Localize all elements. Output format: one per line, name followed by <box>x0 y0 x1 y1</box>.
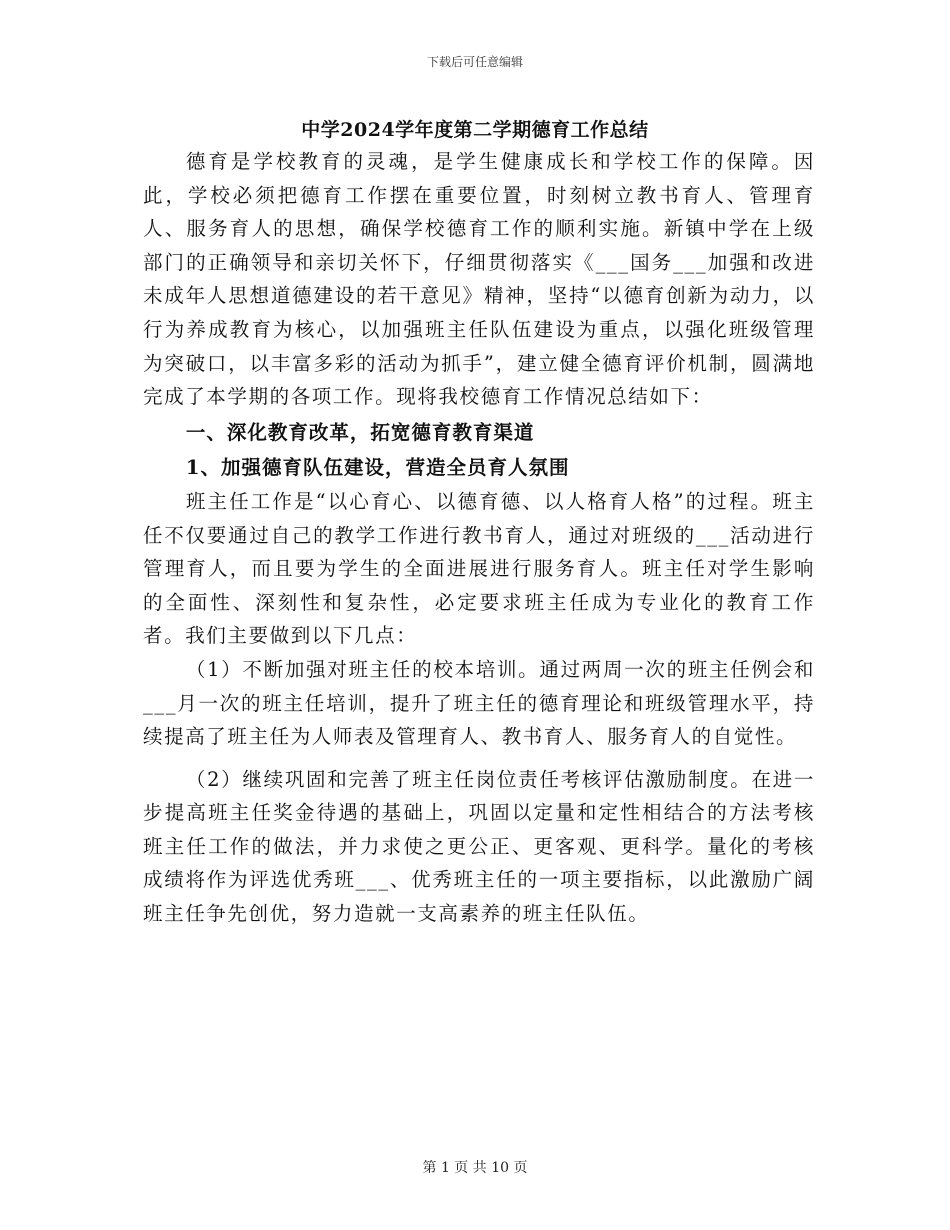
intro-paragraph: 德育是学校教育的灵魂，是学生健康成长和学校工作的保障。因此，学校必须把德育工作摆在重要位置，时刻树立教书育人、管理育人、服务育人的思想，确保学校德育工作的顺利实施。新镇中学在上级部门的正确领导和亲切关怀下，仔细贯彻落实《___国务___加强和改进未成年人思想道德建设的若干意见》精神，坚持“以德育创新为动力，以行为养成教育为核心，以加强班主任队伍建设为重点，以强化班级管理为突破口，以丰富多彩的活动为抓手”，建立健全德育评价机制，圆满地完成了本学期的各项工作。现将我校德育工作情况总结如下： <box>143 150 815 409</box>
body-paragraph-class-teacher: 班主任工作是“以心育心、以德育德、以人格育人格”的过程。班主任不仅要通过自己的教学工作进行教书育人，通过对班级的___活动进行管理育人，而且要为学生的全面进展进行服务育人。班主任对学生影响的全面性、深刻性和复杂性，必定要求班主任成为专业化的教育工作者。我们主要做到以下几点： <box>143 489 815 648</box>
document-title: 中学2024学年度第二学期德育工作总结 <box>301 119 649 141</box>
section-heading-1: 一、深化教育改革，拓宽德育教育渠道 <box>185 420 535 444</box>
subsection-heading-1: 1、加强德育队伍建设，营造全员育人氛围 <box>185 456 570 480</box>
header-note: 下载后可任意编辑 <box>426 55 523 69</box>
body-paragraph-item-1: （1）不断加强对班主任的校本培训。通过两周一次的班主任例会和___月一次的班主任培训，提升了班主任的德育理论和班级管理水平，持续提高了班主任为人师表及管理育人、教书育人、服务育人的自觉性。 <box>143 657 815 749</box>
document-body <box>143 145 815 931</box>
page-footer: 第 1 页 共 10 页 <box>422 1160 528 1176</box>
body-paragraph-item-2: （2）继续巩固和完善了班主任岗位责任考核评估激励制度。在进一步提高班主任奖金待遇的基础上，巩固以定量和定性相结合的方法考核班主任工作的做法，并力求使之更公正、更客观、更科学。量化的考核成绩将作为评选优秀班___、优秀班主任的一项主要指标，以此激励广阔班主任争先创优，努力造就一支高素养的班主任队伍。 <box>143 767 815 926</box>
